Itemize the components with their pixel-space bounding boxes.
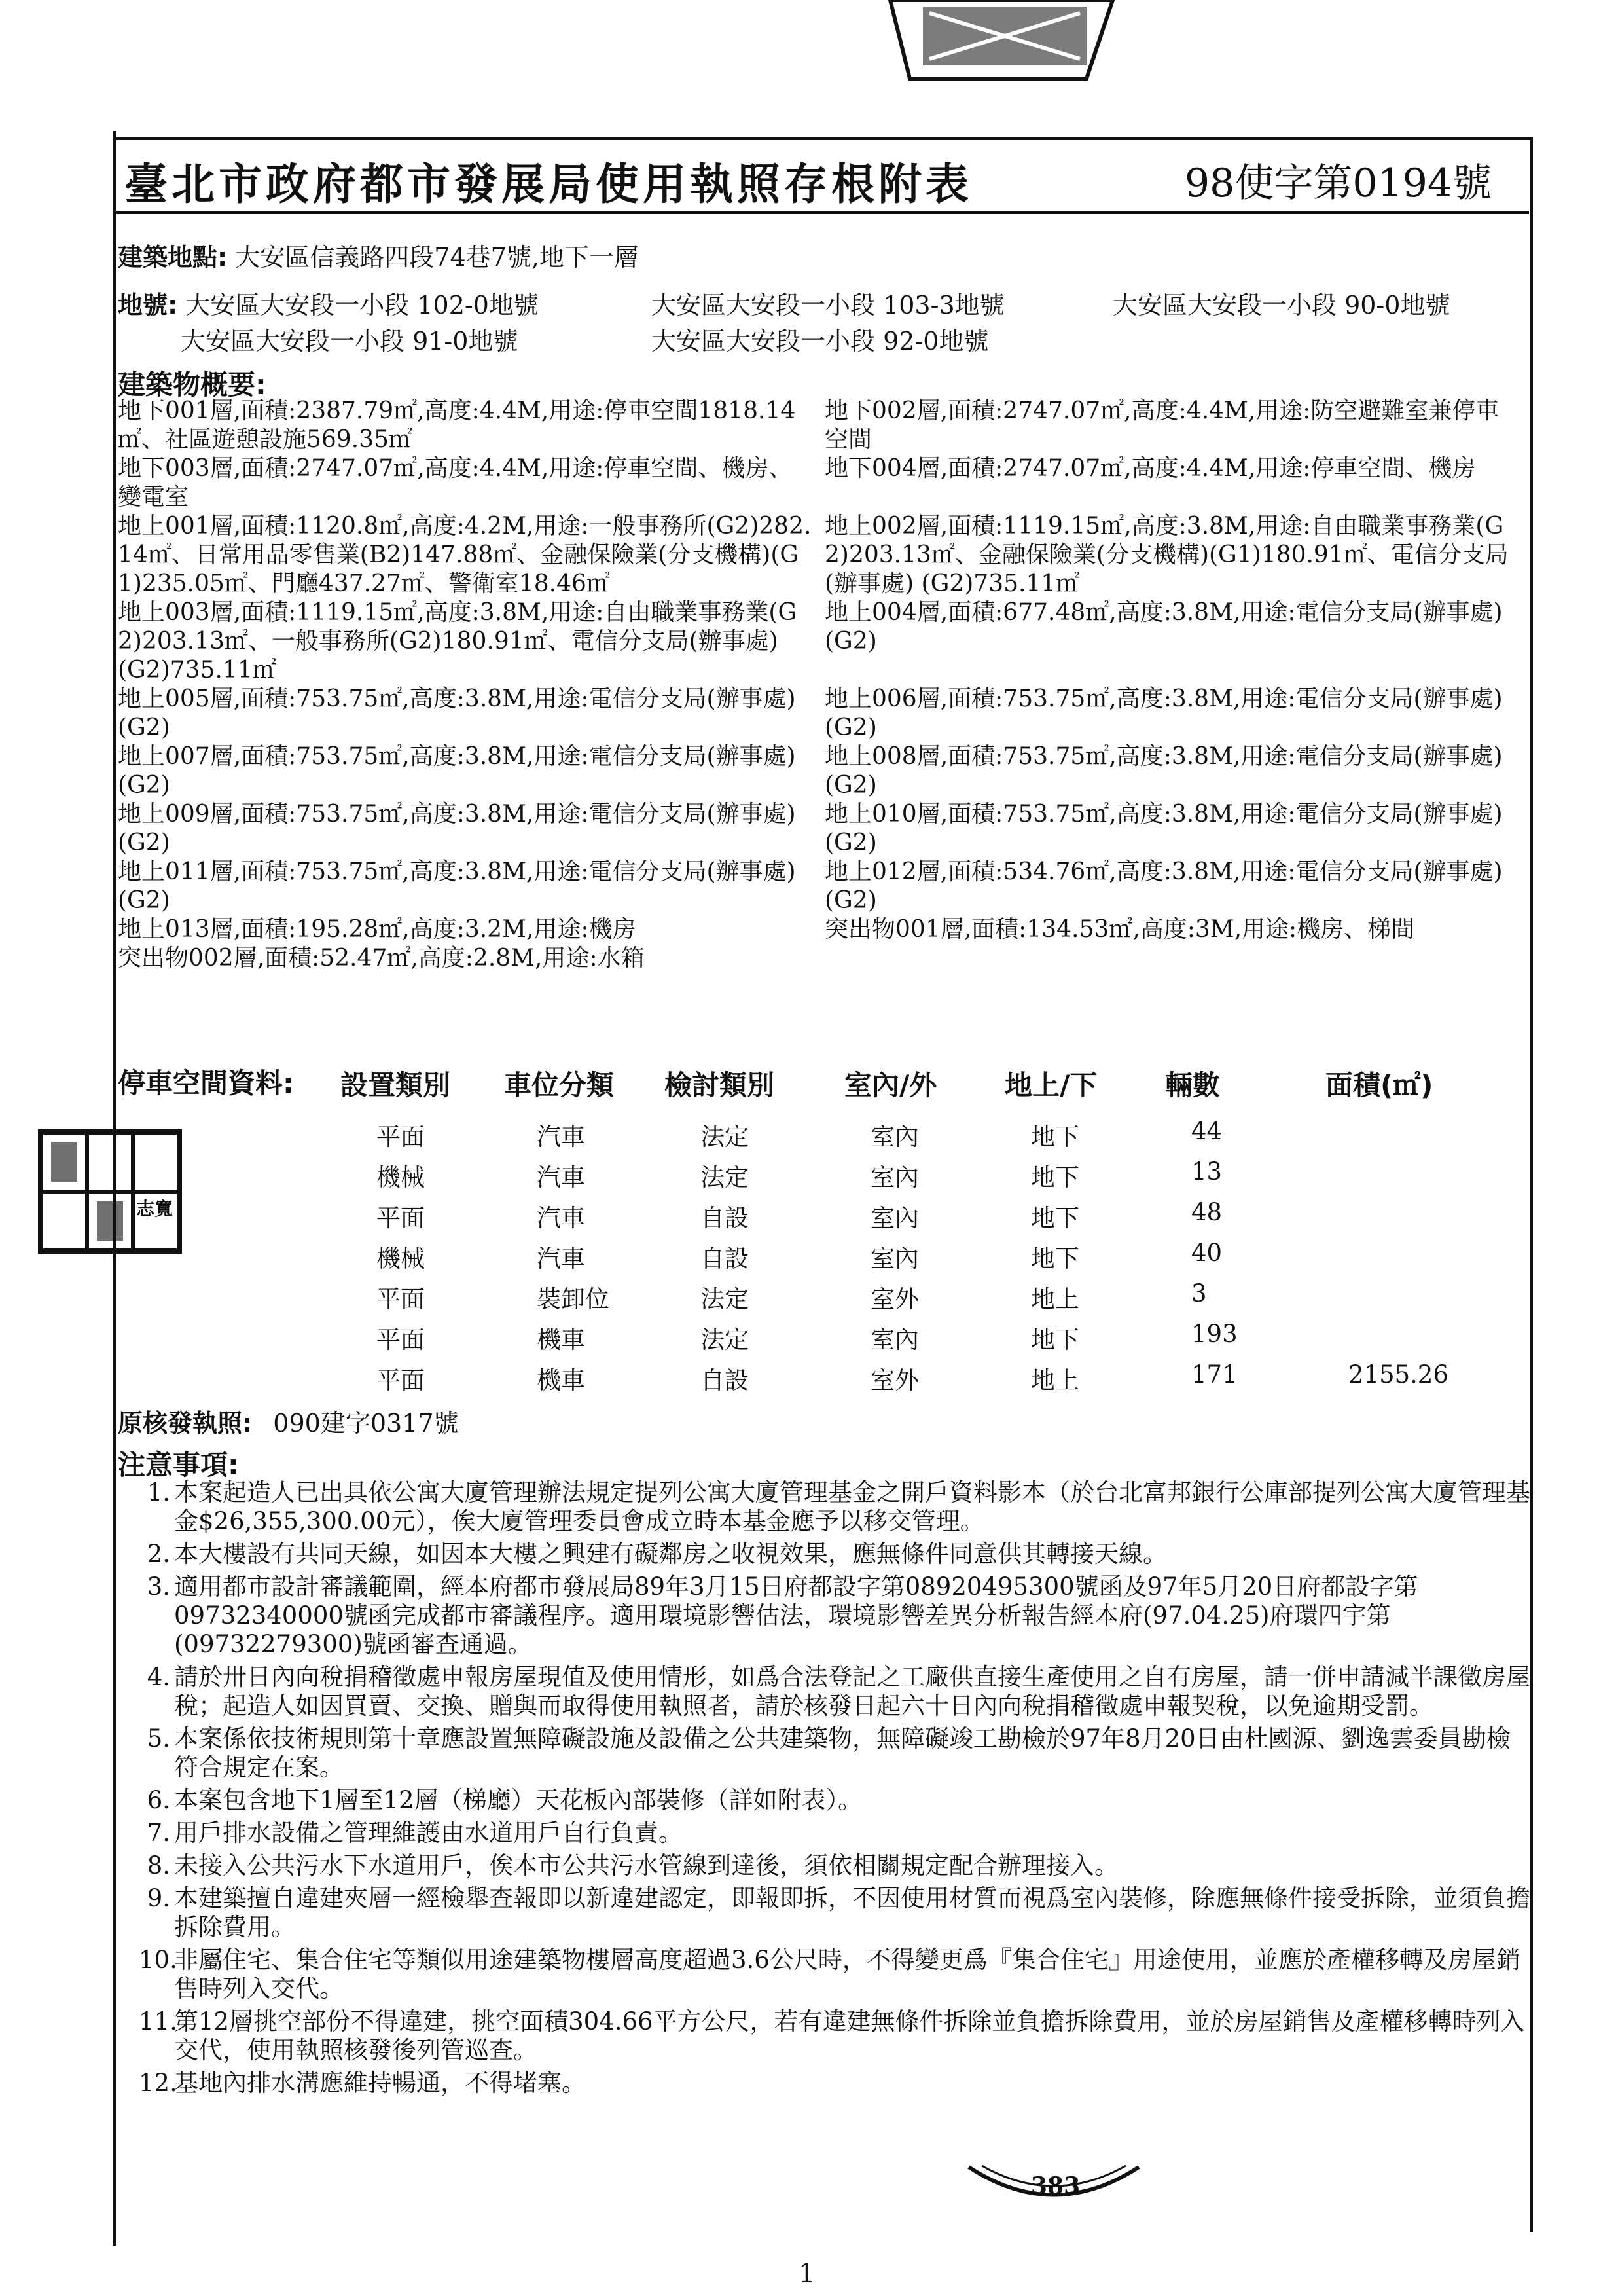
floor-item — [825, 944, 1519, 973]
lots-label: 地號: — [118, 291, 178, 319]
parking-cell: 地上 — [1031, 1366, 1079, 1394]
parking-cell: 地下 — [1031, 1245, 1079, 1273]
note-item — [139, 1786, 1533, 1815]
note-text: 本大樓設有共同天線，如因本大樓之興建有礙鄰房之收視效果，應無條件同意供其轉接天線。 — [174, 1540, 1167, 1568]
notes-list — [139, 1478, 1533, 2102]
parking-header: 室內/外 — [844, 1069, 937, 1101]
seal-stamp-side — [38, 1129, 182, 1254]
parking-cell: 機械 — [376, 1163, 425, 1192]
note-number: 1. — [147, 1478, 170, 1506]
note-number: 2. — [147, 1540, 170, 1568]
parking-cell: 48 — [1191, 1198, 1223, 1226]
parking-header: 面積(㎡) — [1325, 1069, 1433, 1101]
floor-item: 地上006層,面積:753.75㎡,高度:3.8M,用途:電信分支局(辦事處) (G2) — [825, 685, 1503, 741]
floor-item: 地下004層,面積:2747.07㎡,高度:4.4M,用途:停車空間、機房 — [825, 455, 1476, 482]
floor-item: 地上005層,面積:753.75㎡,高度:3.8M,用途:電信分支局(辦事處) (G2) — [118, 685, 796, 741]
original-permit-value: 090建字0317號 — [273, 1409, 459, 1438]
parking-cell: 室內 — [871, 1245, 919, 1273]
note-item — [139, 1478, 1533, 1536]
note-number: 6. — [147, 1786, 170, 1814]
parking-cell: 地下 — [1031, 1326, 1079, 1354]
parking-cell: 機車 — [537, 1326, 585, 1354]
parking-cell: 171 — [1191, 1360, 1238, 1389]
parking-cell: 法定 — [700, 1123, 749, 1151]
note-number: 4. — [147, 1663, 170, 1691]
parking-cell: 室內 — [871, 1123, 919, 1151]
parking-cell: 自設 — [700, 1366, 749, 1394]
floor-item: 地上003層,面積:1119.15㎡,高度:3.8M,用途:自由職業事務業(G2)203.13㎡、一般事務所(G2)180.91㎡、電信分支局(辦事處) (G2)735.11㎡ — [118, 599, 797, 683]
floor-item: 突出物001層,面積:134.53㎡,高度:3M,用途:機房、梯間 — [825, 916, 1415, 943]
note-text: 適用都市設計審議範圍，經本府都市發展局89年3月15日府都設字第08920495300號函及97年5月20日府都設字第09732340000號函完成都市審議程序。適用環境影響估法，環境影響差異分析報告經本府(97.04.25)府環四宇第(09732279300)號函審查通過。 — [174, 1573, 1418, 1658]
note-item — [139, 1819, 1533, 1848]
parking-cell: 3 — [1191, 1279, 1207, 1307]
parking-cell: 自設 — [700, 1204, 749, 1232]
notes-label: 注意事項: — [118, 1449, 239, 1481]
note-number: 7. — [147, 1819, 170, 1847]
note-item — [139, 1663, 1533, 1721]
side-seal-text: 志寬 — [136, 1198, 173, 1220]
permit-number: 98使字第0194號 — [1185, 160, 1492, 206]
parking-cell: 法定 — [700, 1163, 749, 1192]
note-text: 本案包含地下1層至12層（梯廳）天花板內部裝修（詳如附表）。 — [174, 1786, 863, 1814]
lot-item: 大安區大安段一小段 90-0地號 — [1113, 291, 1450, 319]
lot-item: 大安區大安段一小段 92-0地號 — [651, 327, 989, 355]
parking-cell: 室內 — [871, 1204, 919, 1232]
floor-item: 突出物002層,面積:52.47㎡,高度:2.8M,用途:水箱 — [118, 945, 645, 972]
original-permit-row — [118, 1403, 459, 1439]
parking-cell: 汽車 — [537, 1163, 585, 1192]
parking-cell: 平面 — [376, 1326, 425, 1354]
site-row — [118, 237, 639, 273]
lot-item: 大安區大安段一小段 102-0地號 — [185, 291, 539, 319]
note-item — [139, 1946, 1533, 2003]
parking-cell: 室外 — [871, 1285, 919, 1313]
lot-item: 大安區大安段一小段 103-3地號 — [651, 291, 1005, 319]
note-text: 請於卅日內向稅捐稽徵處申報房屋現值及使用情形，如爲合法登記之工廠供直接生產使用之自有房屋，請一併申請減半課徵房屋稅；起造人如因買賣、交換、贈與而取得使用執照者，請於核發日起六十日內向稅捐稽徵處申報契稅，以免逾期受罰。 — [174, 1663, 1530, 1720]
parking-cell: 平面 — [376, 1123, 425, 1151]
note-text: 本案起造人已出具依公寓大廈管理辦法規定提列公寓大廈管理基金之開戶資料影本（於台北富邦銀行公庫部提列公寓大廈管理基金$26,355,300.00元），俟大廈管理委員會成立時本基金應予以移交管理。 — [174, 1478, 1530, 1535]
parking-header: 檢討類別 — [664, 1069, 775, 1101]
top-border — [113, 137, 1533, 140]
seal-stamp-bottom — [962, 2160, 1145, 2219]
parking-cell: 法定 — [700, 1285, 749, 1313]
note-text: 用戶排水設備之管理維護由水道用戶自行負責。 — [174, 1819, 683, 1847]
floor-item: 地上013層,面積:195.28㎡,高度:3.2M,用途:機房 — [118, 916, 636, 943]
bottom-seal-text: 383 — [1031, 2172, 1081, 2200]
parking-cell: 裝卸位 — [537, 1285, 609, 1313]
parking-cell: 地上 — [1031, 1285, 1079, 1313]
parking-cell: 2155.26 — [1348, 1360, 1449, 1389]
parking-cell: 室內 — [871, 1163, 919, 1192]
parking-cell: 193 — [1191, 1320, 1238, 1348]
floor-item: 地上009層,面積:753.75㎡,高度:3.8M,用途:電信分支局(辦事處) (G2) — [118, 801, 796, 856]
note-text: 本建築擅自違建夾層一經檢舉查報即以新違建認定，即報即拆，不因使用材質而視爲室內裝修，除應無條件接受拆除，並須負擔拆除費用。 — [174, 1884, 1530, 1941]
parking-cell: 平面 — [376, 1285, 425, 1313]
note-item — [139, 1851, 1533, 1880]
floor-item: 地上008層,面積:753.75㎡,高度:3.8M,用途:電信分支局(辦事處) (G2) — [825, 743, 1503, 799]
note-number: 8. — [147, 1851, 170, 1880]
parking-header: 輛數 — [1165, 1069, 1221, 1101]
note-item — [139, 1540, 1533, 1569]
note-text: 第12層挑空部份不得違建，挑空面積304.66平方公尺，若有違建無條件拆除並負擔拆除費用，並於房屋銷售及產權移轉時列入交代，使用執照核發後列管巡查。 — [174, 2007, 1525, 2064]
note-item — [139, 1573, 1533, 1659]
lots-row-1 — [118, 285, 1532, 321]
floor-item: 地下003層,面積:2747.07㎡,高度:4.4M,用途:停車空間、機房、變電室 — [118, 455, 793, 511]
parking-header: 設置類別 — [340, 1069, 451, 1101]
note-item — [139, 2069, 1533, 2098]
parking-cell: 地下 — [1031, 1204, 1079, 1232]
floor-item: 地上007層,面積:753.75㎡,高度:3.8M,用途:電信分支局(辦事處) (G2) — [118, 743, 796, 799]
parking-cell: 地下 — [1031, 1163, 1079, 1192]
parking-cell: 汽車 — [537, 1204, 585, 1232]
parking-header: 車位分類 — [504, 1069, 615, 1101]
parking-cell: 室內 — [871, 1326, 919, 1354]
note-text: 非屬住宅、集合住宅等類似用途建築物樓層高度超過3.6公尺時，不得變更爲『集合住宅』用途使用，並應於產權移轉及房屋銷售時列入交代。 — [174, 1946, 1520, 2003]
parking-cell: 汽車 — [537, 1245, 585, 1273]
lot-item: 大安區大安段一小段 91-0地號 — [181, 327, 518, 355]
parking-cell: 平面 — [376, 1366, 425, 1394]
original-permit-label: 原核發執照: — [118, 1409, 253, 1438]
note-number: 5. — [147, 1724, 170, 1753]
parking-cell: 汽車 — [537, 1123, 585, 1151]
note-text: 基地內排水溝應維持暢通，不得堵塞。 — [174, 2069, 586, 2097]
site-label: 建築地點: — [118, 243, 228, 272]
floor-list — [118, 397, 1532, 973]
parking-cell: 室外 — [871, 1366, 919, 1394]
floor-item: 地上011層,面積:753.75㎡,高度:3.8M,用途:電信分支局(辦事處) (G2) — [118, 858, 796, 914]
floor-item: 地上002層,面積:1119.15㎡,高度:3.8M,用途:自由職業事務業(G2)203.13㎡、金融保險業(分支機構)(G1)180.91㎡、電信分支局(辦事處) (G2)735.11㎡ — [825, 513, 1509, 597]
floor-item: 地上004層,面積:677.48㎡,高度:3.8M,用途:電信分支局(辦事處) (G2) — [825, 599, 1503, 655]
note-item — [139, 2007, 1533, 2065]
parking-header: 地上/下 — [1005, 1069, 1098, 1101]
note-number: 10. — [139, 1946, 177, 1974]
note-number: 9. — [147, 1884, 170, 1912]
floor-item: 地下001層,面積:2387.79㎡,高度:4.4M,用途:停車空間1818.14㎡、社區遊憩設施569.35㎡ — [118, 397, 796, 453]
parking-cell: 地下 — [1031, 1123, 1079, 1151]
note-item — [139, 1724, 1533, 1782]
seal-stamp-top — [864, 0, 1139, 92]
parking-cell: 44 — [1191, 1117, 1223, 1145]
note-number: 12. — [139, 2069, 177, 2097]
parking-cell: 機械 — [376, 1245, 425, 1273]
floor-item: 地下002層,面積:2747.07㎡,高度:4.4M,用途:防空避難室兼停車空間 — [825, 397, 1500, 453]
floor-item: 地上012層,面積:534.76㎡,高度:3.8M,用途:電信分支局(辦事處) (G2) — [825, 858, 1503, 914]
parking-cell: 自設 — [700, 1245, 749, 1273]
floor-item: 地上010層,面積:753.75㎡,高度:3.8M,用途:電信分支局(辦事處) (G2) — [825, 801, 1503, 856]
summary-label: 建築物概要: — [118, 369, 266, 401]
note-number: 3. — [147, 1573, 170, 1601]
note-text: 本案係依技術規則第十章應設置無障礙設施及設備之公共建築物，無障礙竣工勘檢於97年8月20日由杜國源、劉逸雲委員勘檢符合規定在案。 — [174, 1724, 1511, 1781]
lots-row-2 — [181, 321, 1529, 357]
document-title: 臺北市政府都市發展局使用執照存根附表 — [124, 158, 973, 210]
floor-item: 地上001層,面積:1120.8㎡,高度:4.2M,用途:一般事務所(G2)282.14㎡、日常用品零售業(B2)147.88㎡、金融保險業(分支機構)(G1)235.05㎡、門廳437.27㎡、警衛室18.46㎡ — [118, 513, 812, 597]
parking-label: 停車空間資料: — [118, 1067, 294, 1099]
title-divider — [115, 211, 1529, 214]
note-number: 11. — [139, 2007, 177, 2035]
parking-cell: 法定 — [700, 1326, 749, 1354]
parking-cell: 13 — [1191, 1157, 1223, 1186]
parking-cell: 40 — [1191, 1239, 1223, 1267]
parking-cell: 平面 — [376, 1204, 425, 1232]
note-text: 未接入公共污水下水道用戶，俟本市公共污水管線到達後，須依相關規定配合辦理接入。 — [174, 1851, 1119, 1880]
site-value: 大安區信義路四段74巷7號,地下一層 — [235, 243, 639, 272]
page-number: 1 — [799, 2259, 816, 2289]
parking-cell: 機車 — [537, 1366, 585, 1394]
note-item — [139, 1884, 1533, 1942]
